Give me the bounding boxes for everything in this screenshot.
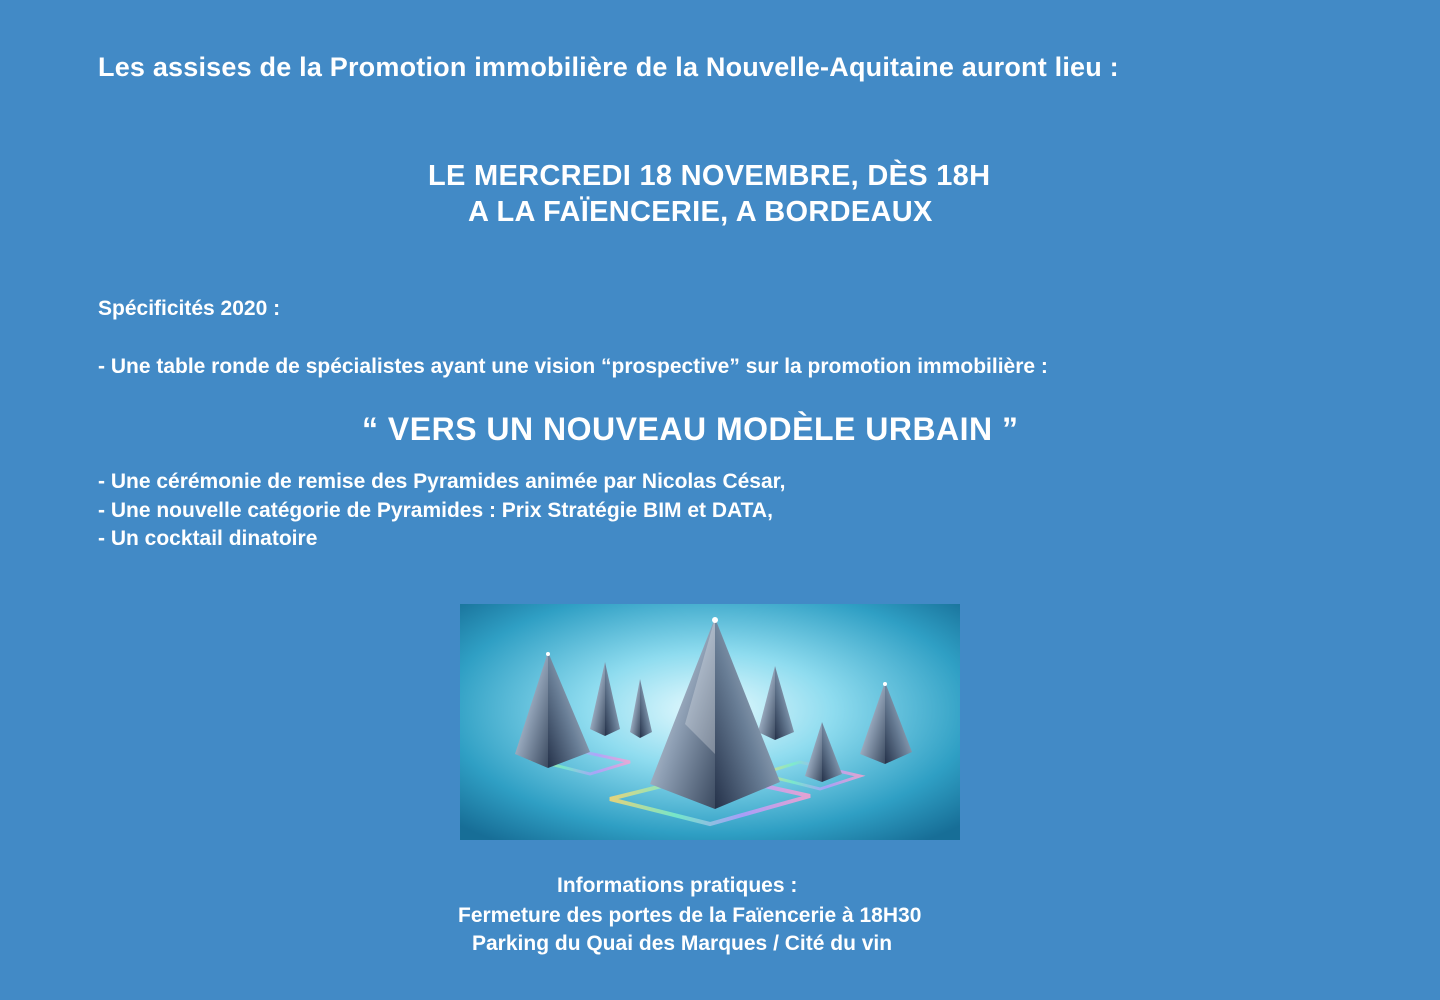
event-venue: A LA FAÏENCERIE, A BORDEAUX xyxy=(468,196,933,228)
intro-text: Les assises de la Promotion immobilière de la Nouvelle-Aquitaine auront lieu : xyxy=(98,52,1119,82)
practical-info-parking: Parking du Quai des Marques / Cité du vin xyxy=(472,932,893,955)
specificity-item-new-category: - Une nouvelle catégorie de Pyramides : Prix Stratégie BIM et DATA, xyxy=(98,499,773,522)
practical-info-doors: Fermeture des portes de la Faïencerie à 18H30 xyxy=(458,904,922,927)
pyramids-illustration xyxy=(460,604,960,840)
round-table-theme: “ VERS UN NOUVEAU MODÈLE URBAIN ” xyxy=(362,411,1019,447)
event-date: LE MERCREDI 18 NOVEMBRE, DÈS 18H xyxy=(428,160,991,192)
specificity-item-round-table: - Une table ronde de spécialistes ayant une vision “prospective” sur la promotion immobilière : xyxy=(98,355,1048,378)
specificity-item-cocktail: - Un cocktail dinatoire xyxy=(98,527,318,550)
specificities-heading: Spécificités 2020 : xyxy=(98,297,281,320)
specificity-item-ceremony: - Une cérémonie de remise des Pyramides animée par Nicolas César, xyxy=(98,470,786,493)
practical-info-heading: Informations pratiques : xyxy=(557,874,798,897)
